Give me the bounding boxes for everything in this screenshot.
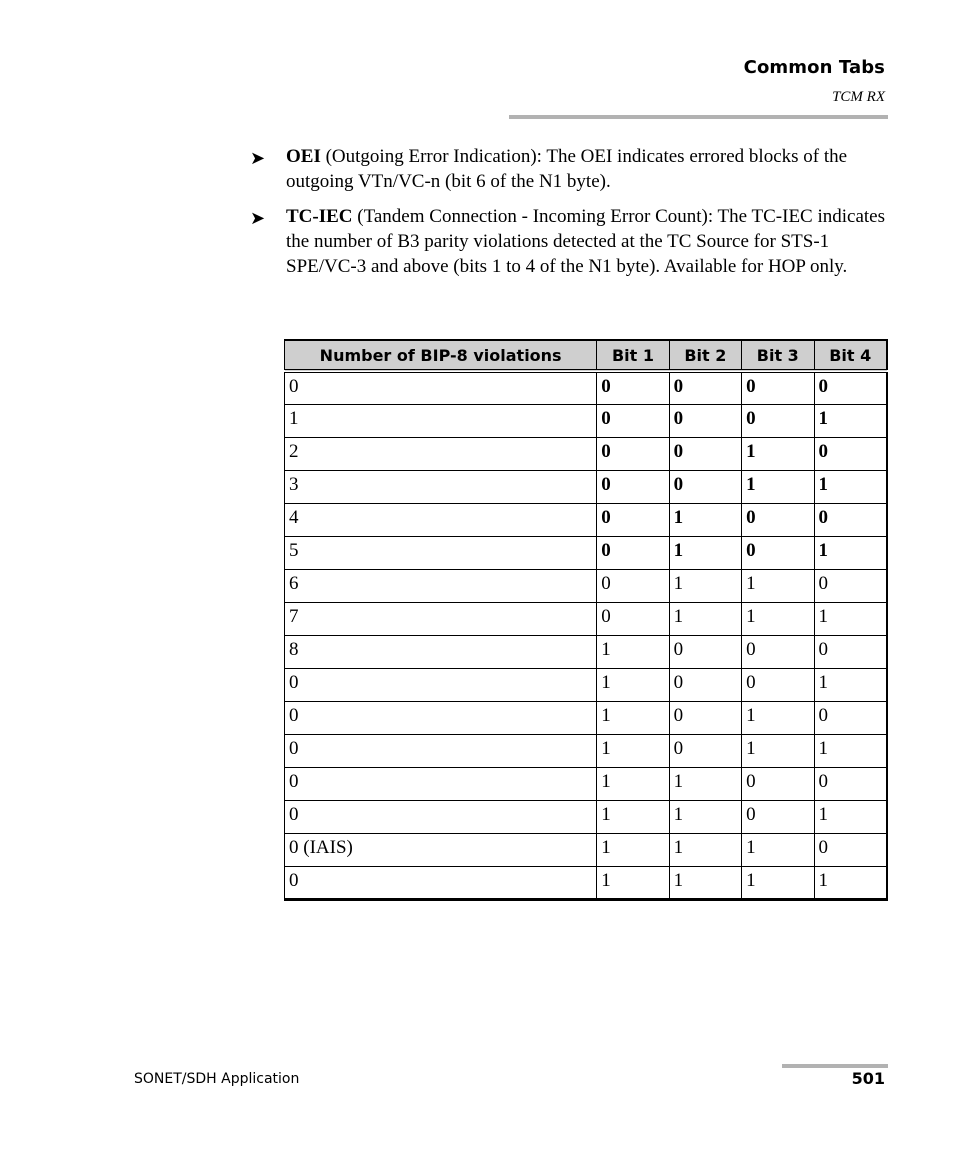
bit-cell: 1	[742, 470, 814, 503]
table-row	[285, 404, 888, 437]
table-header-row	[285, 340, 888, 371]
footer-rule	[782, 1064, 888, 1068]
bullet-text: (Tandem Connection - Incoming Error Count): The TC-IEC indicates the number of B3 parity violations detected at the TC Source for STS-1 SPE/VC-3 and above (bits 1 to 4 of the N1 byte). Available for HOP only.	[286, 206, 885, 277]
column-header: Number of BIP-8 violations	[285, 340, 597, 371]
bit-cell: 1	[669, 800, 741, 833]
violations-cell: 4	[285, 503, 597, 536]
table-row	[285, 437, 888, 470]
bit-cell: 1	[597, 866, 669, 899]
bit-cell: 1	[597, 668, 669, 701]
bit-cell: 0	[597, 437, 669, 470]
page-number: 501	[851, 1069, 885, 1088]
violations-cell: 8	[285, 635, 597, 668]
bit-cell: 0	[742, 800, 814, 833]
bit-cell: 0	[669, 437, 741, 470]
bit-cell: 0	[669, 371, 741, 404]
violations-cell: 7	[285, 602, 597, 635]
violations-cell: 0	[285, 371, 597, 404]
bit-cell: 1	[597, 800, 669, 833]
bit-cell: 1	[669, 569, 741, 602]
bit-cell: 1	[669, 833, 741, 866]
bit-cell: 0	[669, 701, 741, 734]
bit-cell: 0	[742, 536, 814, 569]
bit-cell: 0	[814, 437, 887, 470]
bullet-tc-iec	[250, 205, 890, 279]
violations-cell: 0 (IAIS)	[285, 833, 597, 866]
bit-cell: 1	[814, 734, 887, 767]
header-title: Common Tabs	[743, 57, 885, 78]
bit-cell: 1	[742, 866, 814, 899]
bit-cell: 1	[814, 536, 887, 569]
bit-cell: 1	[669, 767, 741, 800]
bit-cell: 0	[742, 668, 814, 701]
table-row	[285, 668, 888, 701]
bit-cell: 1	[814, 668, 887, 701]
bullet-term: TC-IEC	[286, 206, 353, 228]
bit-cell: 1	[814, 602, 887, 635]
bit-cell: 0	[742, 371, 814, 404]
bit-cell: 0	[597, 404, 669, 437]
violations-cell: 0	[285, 701, 597, 734]
bit-cell: 1	[669, 602, 741, 635]
column-header: Bit 1	[597, 340, 669, 371]
bit-cell: 0	[814, 371, 887, 404]
bit-cell: 1	[742, 701, 814, 734]
violations-cell: 6	[285, 569, 597, 602]
table-row	[285, 602, 888, 635]
column-header: Bit 4	[814, 340, 887, 371]
bit-cell: 1	[742, 833, 814, 866]
table-row	[285, 734, 888, 767]
column-header: Bit 3	[742, 340, 814, 371]
table-row	[285, 536, 888, 569]
bit-cell: 0	[814, 701, 887, 734]
bit-cell: 0	[597, 470, 669, 503]
header-rule	[509, 115, 888, 119]
bit-cell: 1	[669, 866, 741, 899]
violations-cell: 0	[285, 734, 597, 767]
bit-cell: 0	[669, 404, 741, 437]
bit-cell: 1	[597, 635, 669, 668]
bit-cell: 0	[742, 767, 814, 800]
bit-cell: 0	[742, 635, 814, 668]
bit-cell: 1	[742, 569, 814, 602]
table-row	[285, 569, 888, 602]
violations-cell: 3	[285, 470, 597, 503]
bit-cell: 1	[814, 470, 887, 503]
bit-cell: 1	[742, 437, 814, 470]
violations-cell: 0	[285, 866, 597, 899]
bit-cell: 0	[669, 635, 741, 668]
bit-cell: 0	[597, 602, 669, 635]
bit-cell: 0	[814, 503, 887, 536]
table-body	[285, 371, 888, 899]
table-row	[285, 866, 888, 899]
bit-cell: 1	[742, 602, 814, 635]
bullet-term: OEI	[286, 146, 321, 167]
bit-cell: 0	[742, 404, 814, 437]
bit-cell: 0	[597, 536, 669, 569]
bit-cell: 0	[597, 569, 669, 602]
bit-cell: 0	[669, 734, 741, 767]
violations-cell: 1	[285, 404, 597, 437]
bit-cell: 1	[597, 833, 669, 866]
table-row	[285, 800, 888, 833]
table-row	[285, 635, 888, 668]
bit-cell: 0	[814, 833, 887, 866]
violations-cell: 0	[285, 668, 597, 701]
table-row	[285, 503, 888, 536]
bit-cell: 1	[742, 734, 814, 767]
bit-cell: 1	[597, 734, 669, 767]
bit-cell: 1	[814, 800, 887, 833]
bit-cell: 1	[669, 536, 741, 569]
bit-cell: 1	[597, 767, 669, 800]
violations-cell: 2	[285, 437, 597, 470]
arrow-bullet-icon: ➤	[250, 208, 266, 230]
violations-cell: 5	[285, 536, 597, 569]
bullet-list	[250, 145, 890, 291]
arrow-bullet-icon: ➤	[250, 148, 266, 169]
bit-cell: 0	[669, 668, 741, 701]
bit-cell: 1	[669, 503, 741, 536]
bit-cell: 0	[814, 569, 887, 602]
bip-violations-table	[284, 339, 888, 901]
table-row	[285, 371, 888, 404]
table-row	[285, 701, 888, 734]
bullet-oei	[250, 145, 890, 194]
bit-cell: 0	[742, 503, 814, 536]
bit-cell: 0	[597, 371, 669, 404]
bit-cell: 0	[669, 470, 741, 503]
bit-cell: 0	[814, 767, 887, 800]
violations-cell: 0	[285, 800, 597, 833]
table-row	[285, 767, 888, 800]
header-subtitle: TCM RX	[832, 89, 885, 105]
table-row	[285, 470, 888, 503]
bit-cell: 0	[597, 503, 669, 536]
table-row	[285, 833, 888, 866]
bullet-text: (Outgoing Error Indication): The OEI indicates errored blocks of the outgoing VTn/VC-n (bit 6 of the N1 byte).	[286, 146, 848, 192]
bit-cell: 1	[814, 866, 887, 899]
violations-cell: 0	[285, 767, 597, 800]
footer-doc-title: SONET/SDH Application	[134, 1071, 300, 1087]
bit-cell: 0	[814, 635, 887, 668]
bit-cell: 1	[814, 404, 887, 437]
bit-cell: 1	[597, 701, 669, 734]
column-header: Bit 2	[669, 340, 741, 371]
